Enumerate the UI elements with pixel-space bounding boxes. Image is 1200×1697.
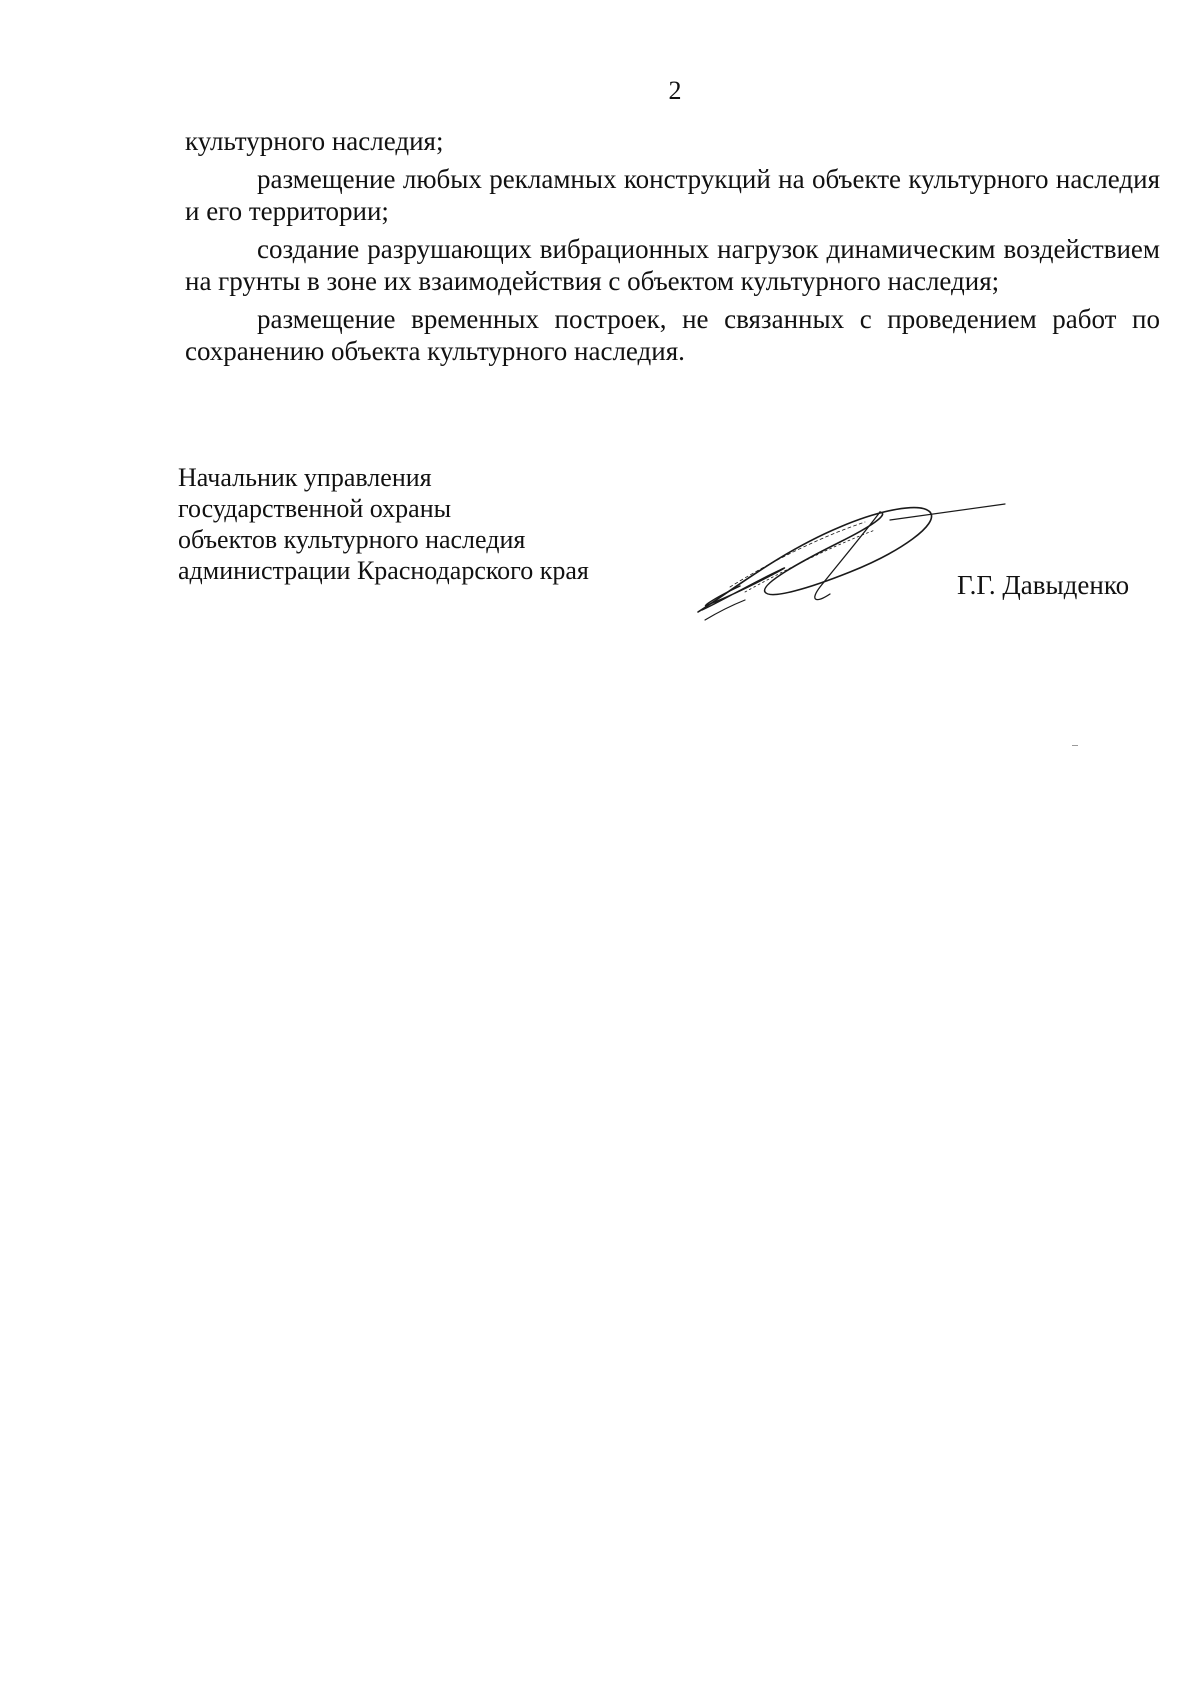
handwritten-signature	[690, 492, 1010, 622]
signer-position	[178, 462, 589, 586]
signer-name: Г.Г. Давыденко	[957, 570, 1130, 600]
body-paragraph: размещение любых рекламных конструкций на объекте культурного наследия и его территории;	[185, 164, 1160, 226]
body-paragraph: культурного наследия;	[185, 126, 444, 156]
signer-position-line: Начальник управления	[178, 463, 432, 492]
signer-position-line: государственной охраны	[178, 494, 452, 523]
body-paragraph: размещение временных построек, не связанных с проведением работ по сохранению объекта культурного наследия.	[185, 304, 1160, 366]
scan-artifact	[1072, 745, 1078, 746]
signer-position-line: объектов культурного наследия	[178, 525, 526, 554]
signer-position-line: администрации Краснодарского края	[178, 556, 589, 585]
body-paragraph: создание разрушающих вибрационных нагрузок динамическим воздействием на грунты в зоне их взаимодействия с объектом культурного наследия;	[185, 234, 1160, 296]
page-number: 2	[668, 76, 682, 105]
document-body	[185, 125, 1160, 367]
